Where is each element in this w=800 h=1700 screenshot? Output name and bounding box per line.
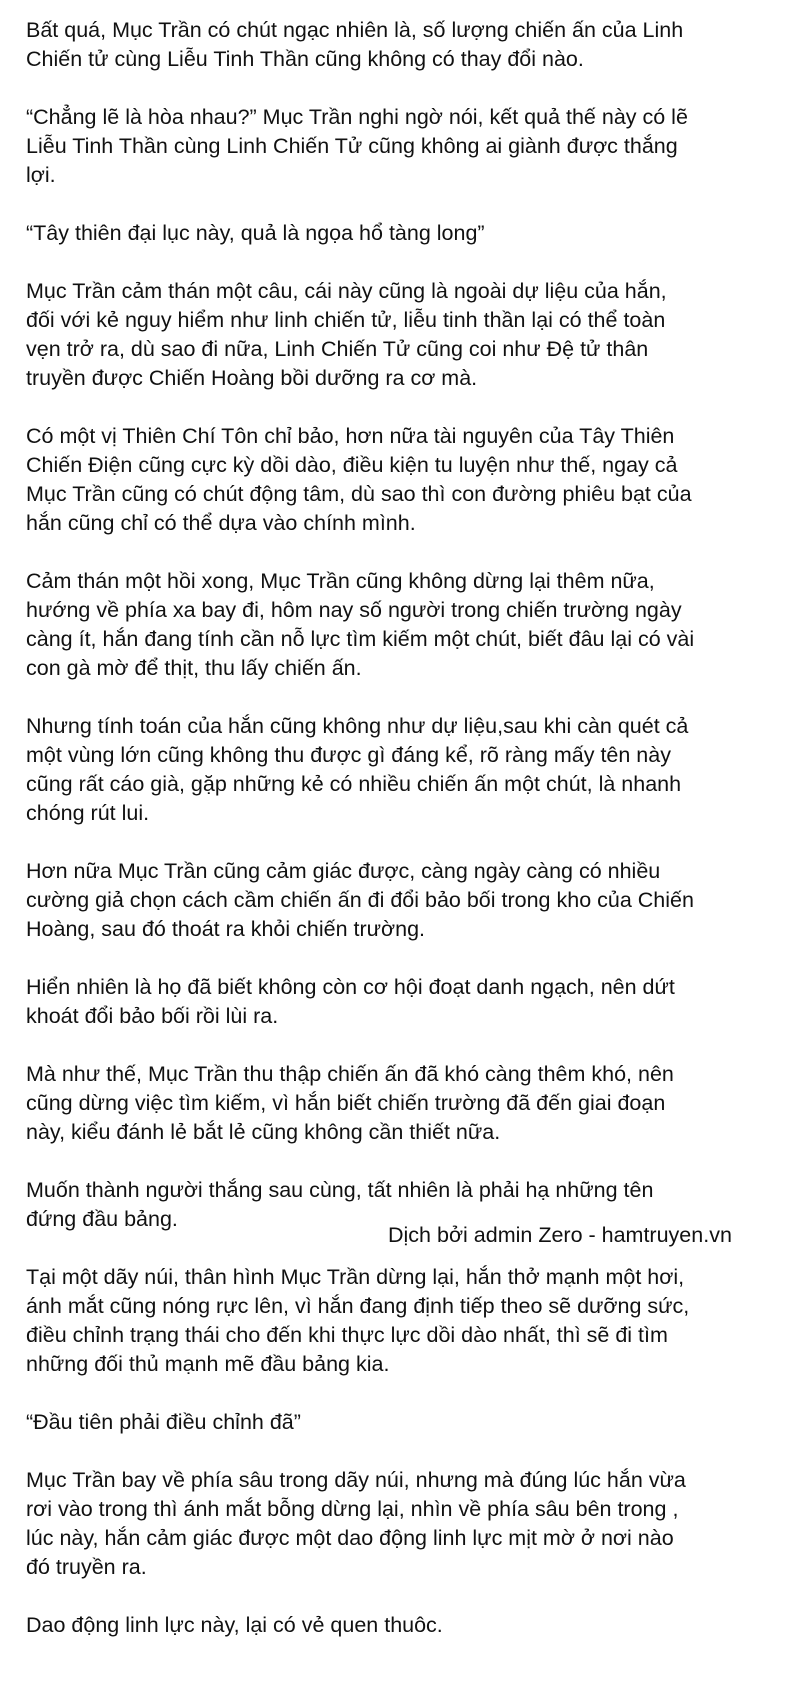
text-line: đối với kẻ nguy hiểm như linh chiến tử, liễu tinh thần lại có thể toàn <box>26 308 666 332</box>
paragraph-gap <box>26 828 786 857</box>
text-line: ánh mắt cũng nóng rực lên, vì hắn đang định tiếp theo sẽ dưỡng sức, <box>26 1294 690 1318</box>
text-line: Mục Trần bay về phía sâu trong dãy núi, nhưng mà đúng lúc hắn vừa <box>26 1468 686 1492</box>
text-line: “Chẳng lẽ là hòa nhau?” Mục Trần nghi ngờ nói, kết quả thế này có lẽ <box>26 105 688 129</box>
paragraph-gap <box>26 538 786 567</box>
paragraph <box>26 1611 786 1640</box>
text-line: lợi. <box>26 163 56 187</box>
paragraph <box>26 422 786 538</box>
story-text <box>26 16 786 1640</box>
paragraph <box>26 1263 786 1379</box>
paragraph <box>26 103 786 190</box>
text-line: lúc này, hắn cảm giác được một dao động linh lực mịt mờ ở nơi nào <box>26 1526 674 1550</box>
text-line: Chiến Điện cũng cực kỳ dồi dào, điều kiện tu luyện như thế, ngay cả <box>26 453 678 477</box>
text-line: điều chỉnh trạng thái cho đến khi thực lực dồi dào nhất, thì sẽ đi tìm <box>26 1323 668 1347</box>
text-line: đó truyền ra. <box>26 1555 147 1579</box>
paragraph-gap <box>26 190 786 219</box>
paragraph <box>26 567 786 683</box>
text-line: càng ít, hắn đang tính cần nỗ lực tìm kiếm một chút, biết đâu lại có vài <box>26 627 695 651</box>
text-line: Cảm thán một hồi xong, Mục Trần cũng không dừng lại thêm nữa, <box>26 569 655 593</box>
text-line: Liễu Tinh Thần cùng Linh Chiến Tử cũng không ai giành được thắng <box>26 134 678 158</box>
text-line: truyền được Chiến Hoàng bồi dưỡng ra cơ mà. <box>26 366 478 390</box>
paragraph <box>26 16 786 74</box>
paragraph <box>26 1408 786 1437</box>
text-line: Hiển nhiên là họ đã biết không còn cơ hội đoạt danh ngạch, nên dứt <box>26 975 675 999</box>
text-line: cường giả chọn cách cầm chiến ấn đi đổi bảo bối trong kho của Chiến <box>26 888 694 912</box>
text-line: khoát đổi bảo bối rồi lùi ra. <box>26 1004 279 1028</box>
paragraph-gap <box>26 944 786 973</box>
paragraph <box>26 219 786 248</box>
paragraph <box>26 1466 786 1582</box>
text-line: hướng về phía xa bay đi, hôm nay số người trong chiến trường ngày <box>26 598 682 622</box>
text-line: chóng rút lui. <box>26 801 150 825</box>
text-line: Dao động linh lực này, lại có vẻ quen thuôc. <box>26 1613 443 1637</box>
paragraph <box>26 857 786 944</box>
text-line: Mục Trần cũng có chút động tâm, dù sao thì con đường phiêu bạt của <box>26 482 692 506</box>
paragraph-gap <box>26 393 786 422</box>
text-line: này, kiểu đánh lẻ bắt lẻ cũng không cần thiết nữa. <box>26 1120 501 1144</box>
paragraph-gap <box>26 1582 786 1611</box>
text-line: Muốn thành người thắng sau cùng, tất nhiên là phải hạ những tên <box>26 1178 654 1202</box>
text-line: Có một vị Thiên Chí Tôn chỉ bảo, hơn nữa tài nguyên của Tây Thiên <box>26 424 675 448</box>
text-line: Mục Trần cảm thán một câu, cái này cũng là ngoài dự liệu của hắn, <box>26 279 667 303</box>
text-line: rơi vào trong thì ánh mắt bỗng dừng lại, nhìn về phía sâu bên trong , <box>26 1497 679 1521</box>
text-line: hắn cũng chỉ có thể dựa vào chính mình. <box>26 511 416 535</box>
paragraph-gap <box>26 74 786 103</box>
paragraph <box>26 973 786 1031</box>
paragraph-gap <box>26 1031 786 1060</box>
text-line: Tại một dãy núi, thân hình Mục Trần dừng lại, hắn thở mạnh một hơi, <box>26 1265 685 1289</box>
text-line: một vùng lớn cũng không thu được gì đáng kể, rõ ràng mấy tên này <box>26 743 671 767</box>
text-line: đứng đầu bảng. <box>26 1207 178 1231</box>
text-line: Hoàng, sau đó thoát ra khỏi chiến trường. <box>26 917 426 941</box>
text-line: cũng dừng việc tìm kiếm, vì hắn biết chiến trường đã đến giai đoạn <box>26 1091 666 1115</box>
paragraph-gap <box>26 248 786 277</box>
text-line: Mà như thế, Mục Trần thu thập chiến ấn đã khó càng thêm khó, nên <box>26 1062 674 1086</box>
paragraph-gap <box>26 683 786 712</box>
text-line: Hơn nữa Mục Trần cũng cảm giác được, càng ngày càng có nhiều <box>26 859 661 883</box>
text-line: cũng rất cáo già, gặp những kẻ có nhiều chiến ấn một chút, là nhanh <box>26 772 682 796</box>
text-line: con gà mờ để thịt, thu lấy chiến ấn. <box>26 656 362 680</box>
paragraph-gap <box>26 1437 786 1466</box>
text-line: “Đầu tiên phải điều chỉnh đã” <box>26 1410 301 1434</box>
text-line: Chiến tử cùng Liễu Tinh Thần cũng không có thay đổi nào. <box>26 47 584 71</box>
text-line: “Tây thiên đại lục này, quả là ngọa hổ tàng long” <box>26 221 485 245</box>
paragraph <box>26 712 786 828</box>
text-line: Bất quá, Mục Trần có chút ngạc nhiên là, số lượng chiến ấn của Linh <box>26 18 684 42</box>
text-line: những đối thủ mạnh mẽ đầu bảng kia. <box>26 1352 390 1376</box>
text-line: vẹn trở ra, dù sao đi nữa, Linh Chiến Tử cũng coi như Đệ tử thân <box>26 337 649 361</box>
paragraph-gap <box>26 1379 786 1408</box>
paragraph <box>26 1060 786 1147</box>
paragraph <box>26 277 786 393</box>
text-line: Nhưng tính toán của hắn cũng không như dự liệu,sau khi càn quét cả <box>26 714 689 738</box>
translator-credit: Dịch bởi admin Zero - hamtruyen.vn <box>388 1223 732 1247</box>
paragraph-gap <box>26 1147 786 1176</box>
